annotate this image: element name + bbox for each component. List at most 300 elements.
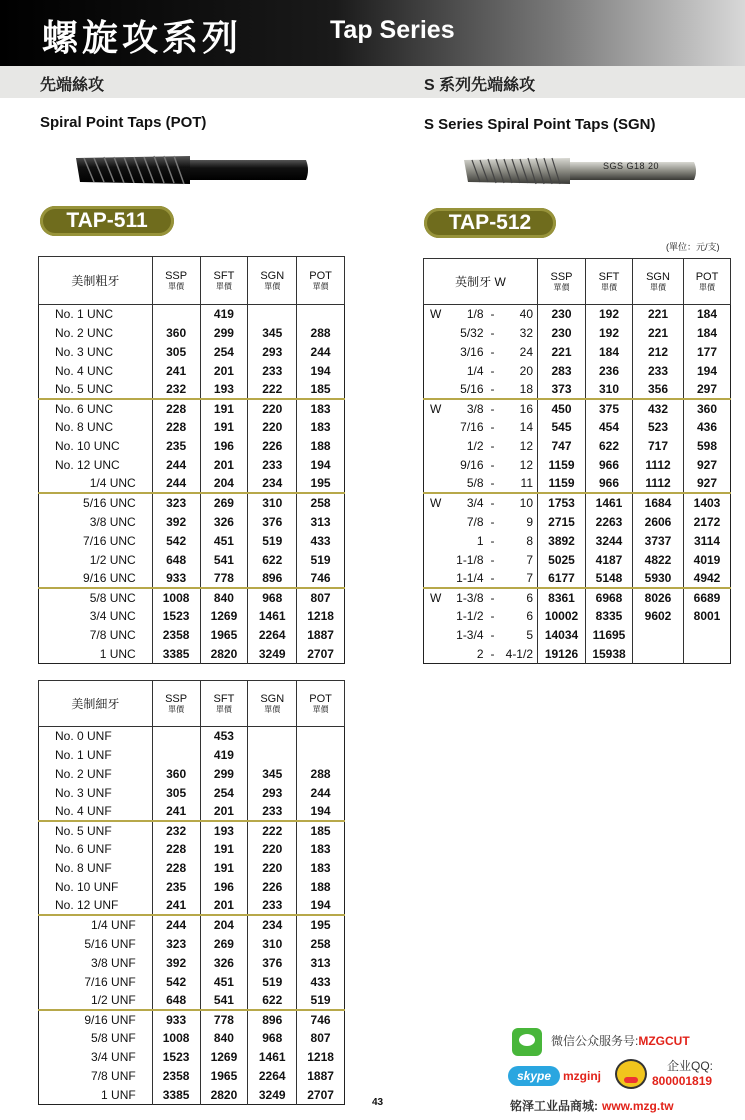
table-row <box>39 1029 345 1048</box>
wechat-id: MZGCUT <box>638 1034 690 1048</box>
thread-size: No. 8 UNC <box>55 420 114 435</box>
price-cell: 220 <box>248 840 297 859</box>
price-cell: 746 <box>297 569 345 588</box>
thread-size: No. 0 UNF <box>55 729 112 744</box>
thread-prefix <box>424 323 444 342</box>
price-cell: 323 <box>152 493 200 512</box>
w-label-header: 英制牙 W <box>424 259 538 305</box>
price-cell <box>248 305 297 324</box>
price-cell <box>684 626 731 645</box>
price-cell: 3385 <box>152 1085 200 1104</box>
table-row <box>39 1085 345 1104</box>
price-cell: 1461 <box>586 493 633 512</box>
price-cell: 230 <box>538 305 586 324</box>
price-cell: 2172 <box>684 512 731 531</box>
price-cell: 194 <box>297 897 345 916</box>
price-cell: 541 <box>200 550 248 569</box>
thread-size: 1-1/8 <box>456 552 484 567</box>
thread-prefix <box>424 456 444 475</box>
price-cell: 392 <box>152 512 200 531</box>
price-cell: 313 <box>297 953 345 972</box>
table-row <box>39 727 345 746</box>
thread-tpi: 16 <box>502 399 538 418</box>
price-cell <box>152 727 200 746</box>
price-cell: 966 <box>586 475 633 494</box>
price-cell: 746 <box>297 1010 345 1029</box>
table-row <box>424 493 731 512</box>
price-cell: 419 <box>200 745 248 764</box>
price-cell: 233 <box>248 361 297 380</box>
price-cell: 8001 <box>684 607 731 626</box>
price-cell: 14034 <box>538 626 586 645</box>
price-cell: 194 <box>297 456 345 475</box>
table-row <box>39 897 345 916</box>
thread-size: 1/4 UNC <box>89 476 136 491</box>
skype-id: mzginj <box>563 1069 601 1083</box>
price-cell: 519 <box>297 550 345 569</box>
table-row <box>39 323 345 342</box>
thread-size: No. 1 UNF <box>55 747 112 762</box>
price-cell: 1112 <box>633 456 684 475</box>
qq-number: 800001819 <box>652 1074 713 1088</box>
price-cell: 222 <box>248 821 297 840</box>
thread-dash: - <box>490 344 495 359</box>
thread-prefix <box>424 512 444 531</box>
price-cell: 1112 <box>633 475 684 494</box>
thread-tpi: 7 <box>526 552 533 567</box>
thread-size: 1/4 <box>466 363 484 378</box>
left-category: 先端絲攻 <box>40 77 105 94</box>
thread-size: 9/16 UNF <box>39 1010 153 1029</box>
price-cell: 305 <box>152 783 200 802</box>
price-cell: 194 <box>297 361 345 380</box>
price-cell: 220 <box>248 859 297 878</box>
price-cell: 220 <box>248 418 297 437</box>
thread-size: 7/8 <box>466 514 484 529</box>
thread-size: No. 4 UNF <box>55 804 112 818</box>
thread-prefix <box>424 645 444 664</box>
unit-note: (單位：元/支) <box>666 242 720 252</box>
price-cell: 927 <box>684 456 731 475</box>
table-row <box>424 569 731 588</box>
price-cell: 356 <box>633 380 684 399</box>
thread-size: 9/16 <box>460 458 484 473</box>
price-cell: 5148 <box>586 569 633 588</box>
thread-tpi: 5 <box>526 628 533 643</box>
thread-dash: - <box>484 493 502 512</box>
price-cell: 2820 <box>200 645 248 664</box>
price-cell: 375 <box>586 399 633 418</box>
price-cell: 236 <box>586 361 633 380</box>
price-cell: 204 <box>200 915 248 934</box>
table-row <box>39 802 345 821</box>
thread-size: 1/8 <box>466 307 484 322</box>
price-cell: 3114 <box>684 531 731 550</box>
price-cell: 283 <box>538 361 586 380</box>
price-cell: 193 <box>200 821 248 840</box>
price-cell: 6177 <box>538 569 586 588</box>
price-cell: 184 <box>586 342 633 361</box>
price-cell: 598 <box>684 437 731 456</box>
table-row <box>39 569 345 588</box>
thread-size: 5/8 UNC <box>39 588 153 607</box>
page-header <box>0 0 745 66</box>
tap-marking: SGS G18 20 <box>603 161 660 171</box>
mall-url: www.mzg.tw <box>602 1099 674 1113</box>
skype-icon: skype <box>508 1066 560 1086</box>
thread-size: No. 12 UNC <box>55 458 120 473</box>
price-cell: 232 <box>152 380 200 399</box>
table-row <box>39 361 345 380</box>
category-bar <box>0 66 745 98</box>
price-cell: 235 <box>152 437 200 456</box>
price-cell: 9602 <box>633 607 684 626</box>
thread-tpi: 6 <box>526 609 533 624</box>
thread-size: No. 5 UNF <box>39 821 153 840</box>
price-cell: 519 <box>297 991 345 1010</box>
price-cell: 232 <box>152 821 200 840</box>
thread-dash: - <box>490 363 495 378</box>
price-cell: 310 <box>586 380 633 399</box>
badge-tap-511: TAP-511 <box>40 206 174 236</box>
page-number: 43 <box>372 1097 384 1108</box>
thread-prefix: W <box>424 493 444 512</box>
right-category: S 系列先端絲攻 <box>424 77 536 94</box>
table-row <box>424 437 731 456</box>
price-cell: 545 <box>538 418 586 437</box>
unc-price-table <box>38 256 345 664</box>
table-row <box>39 305 345 324</box>
price-cell: 233 <box>248 456 297 475</box>
price-cell: 778 <box>200 569 248 588</box>
price-cell: 1461 <box>248 607 297 626</box>
price-cell: 542 <box>152 531 200 550</box>
price-cell: 927 <box>684 475 731 494</box>
col-header-sgn: SGN 單價 <box>248 257 297 305</box>
qq-icon <box>615 1059 647 1089</box>
thread-tpi: 7 <box>526 570 533 585</box>
mall-line <box>510 1097 674 1114</box>
thread-size: 1-3/8 <box>444 588 484 607</box>
price-cell: 360 <box>152 764 200 783</box>
price-cell: 3249 <box>248 645 297 664</box>
table-row <box>424 399 731 418</box>
thread-size: 3/4 <box>444 493 484 512</box>
table-row <box>39 840 345 859</box>
thread-dash: - <box>490 646 495 661</box>
price-cell: 323 <box>152 934 200 953</box>
price-cell: 1523 <box>152 1048 200 1067</box>
badge-tap-512: TAP-512 <box>424 208 556 238</box>
price-cell: 807 <box>297 588 345 607</box>
price-cell: 201 <box>200 456 248 475</box>
table-row <box>39 859 345 878</box>
price-cell: 896 <box>248 569 297 588</box>
price-cell: 196 <box>200 437 248 456</box>
table-row <box>424 626 731 645</box>
unf-label-header: 美制細牙 <box>39 681 153 727</box>
price-cell: 201 <box>200 361 248 380</box>
price-cell: 8026 <box>633 588 684 607</box>
price-cell: 433 <box>297 972 345 991</box>
thread-size: 3/4 UNF <box>91 1050 136 1065</box>
table-row <box>39 915 345 934</box>
price-cell: 4187 <box>586 550 633 569</box>
price-cell: 2264 <box>248 1067 297 1086</box>
table-row <box>39 456 345 475</box>
price-cell: 195 <box>297 915 345 934</box>
price-cell: 288 <box>297 323 345 342</box>
price-cell <box>248 745 297 764</box>
price-cell: 195 <box>297 475 345 494</box>
price-cell: 293 <box>248 342 297 361</box>
price-cell: 8335 <box>586 607 633 626</box>
price-cell: 254 <box>200 342 248 361</box>
price-cell: 392 <box>152 953 200 972</box>
thread-size: 5/8 <box>466 476 484 491</box>
price-cell: 305 <box>152 342 200 361</box>
price-cell: 183 <box>297 859 345 878</box>
price-cell: 204 <box>200 475 248 494</box>
thread-size: 7/8 UNC <box>89 628 136 643</box>
table-row <box>39 745 345 764</box>
thread-size: 1 UNC <box>99 646 136 661</box>
thread-size: No. 8 UNF <box>55 861 112 876</box>
price-cell: 1523 <box>152 607 200 626</box>
header-title-en: Tap Series <box>330 16 455 44</box>
price-cell: 228 <box>152 859 200 878</box>
price-cell: 226 <box>248 437 297 456</box>
price-cell: 1887 <box>297 626 345 645</box>
price-cell: 523 <box>633 418 684 437</box>
thread-size: No. 10 UNF <box>55 880 119 895</box>
price-cell: 454 <box>586 418 633 437</box>
price-cell: 8361 <box>538 588 586 607</box>
price-cell: 194 <box>297 802 345 821</box>
price-cell: 2715 <box>538 512 586 531</box>
price-cell: 183 <box>297 399 345 418</box>
thread-size: 7/16 UNF <box>84 974 136 989</box>
price-cell: 221 <box>633 305 684 324</box>
price-cell: 360 <box>152 323 200 342</box>
table-row <box>39 764 345 783</box>
price-cell: 326 <box>200 512 248 531</box>
price-cell: 968 <box>248 588 297 607</box>
price-cell: 376 <box>248 953 297 972</box>
price-cell: 269 <box>200 934 248 953</box>
table-row <box>424 380 731 399</box>
price-cell: 244 <box>152 915 200 934</box>
thread-size: 2 <box>476 646 484 661</box>
price-cell: 433 <box>297 531 345 550</box>
thread-dash: - <box>484 399 502 418</box>
table-row <box>424 418 731 437</box>
price-cell: 241 <box>152 802 200 821</box>
table-row <box>39 1048 345 1067</box>
price-cell: 933 <box>152 569 200 588</box>
col-header-sgn: SGN 單價 <box>633 259 684 305</box>
price-cell: 778 <box>200 1010 248 1029</box>
table-row <box>39 475 345 494</box>
thread-size: No. 3 UNF <box>55 785 112 800</box>
thread-size: 5/16 <box>460 382 484 396</box>
thread-dash: - <box>490 307 495 322</box>
table-row <box>424 550 731 569</box>
price-cell: 297 <box>684 380 731 399</box>
thread-tpi: 32 <box>519 325 533 340</box>
price-cell: 1269 <box>200 1048 248 1067</box>
price-cell: 3892 <box>538 531 586 550</box>
price-cell: 222 <box>248 380 297 399</box>
price-cell: 2358 <box>152 626 200 645</box>
price-cell: 1159 <box>538 475 586 494</box>
thread-size: 5/8 UNF <box>91 1031 136 1046</box>
table-row <box>39 437 345 456</box>
price-cell: 2606 <box>633 512 684 531</box>
price-cell <box>152 745 200 764</box>
price-cell: 3737 <box>633 531 684 550</box>
table-row <box>39 493 345 512</box>
thread-dash: - <box>490 533 495 548</box>
thread-size: 7/8 UNF <box>91 1068 136 1083</box>
price-cell: 542 <box>152 972 200 991</box>
price-cell: 220 <box>248 399 297 418</box>
thread-prefix <box>424 380 444 399</box>
price-cell: 6968 <box>586 588 633 607</box>
table-row <box>39 512 345 531</box>
price-cell: 185 <box>297 821 345 840</box>
thread-dash: - <box>490 476 495 491</box>
thread-dash: - <box>490 420 495 435</box>
col-header-ssp: SSP 單價 <box>152 257 200 305</box>
price-cell: 244 <box>152 475 200 494</box>
price-cell <box>297 305 345 324</box>
thread-dash: - <box>490 552 495 567</box>
table-row <box>39 607 345 626</box>
table-row <box>424 531 731 550</box>
thread-dash: - <box>490 514 495 529</box>
price-cell: 373 <box>538 380 586 399</box>
thread-prefix <box>424 569 444 588</box>
col-header-pot: POT 單價 <box>297 681 345 727</box>
price-cell: 1008 <box>152 588 200 607</box>
price-cell: 226 <box>248 878 297 897</box>
thread-size: 3/8 UNC <box>89 514 136 529</box>
price-cell: 717 <box>633 437 684 456</box>
col-header-sgn: SGN 單價 <box>248 681 297 727</box>
thread-size: No. 2 UNC <box>55 325 114 340</box>
price-cell: 840 <box>200 588 248 607</box>
price-cell: 192 <box>586 305 633 324</box>
price-cell: 2264 <box>248 626 297 645</box>
price-cell: 191 <box>200 840 248 859</box>
table-row <box>424 323 731 342</box>
price-cell: 896 <box>248 1010 297 1029</box>
thread-size: 1-3/4 <box>456 628 484 643</box>
price-cell: 212 <box>633 342 684 361</box>
price-cell: 1403 <box>684 493 731 512</box>
thread-dash: - <box>490 325 495 340</box>
thread-size: 1/2 UNF <box>91 992 136 1007</box>
thread-size: No. 3 UNC <box>55 344 114 359</box>
table-row <box>424 342 731 361</box>
price-cell: 191 <box>200 859 248 878</box>
price-cell: 184 <box>684 305 731 324</box>
price-cell: 228 <box>152 840 200 859</box>
thread-prefix: W <box>430 307 442 322</box>
price-cell: 228 <box>152 399 200 418</box>
thread-size: 7/16 <box>460 420 484 435</box>
table-row <box>39 380 345 399</box>
col-header-pot: POT 單價 <box>297 257 345 305</box>
price-cell: 1965 <box>200 626 248 645</box>
thread-size: 1/2 UNC <box>89 552 136 567</box>
price-cell: 966 <box>586 456 633 475</box>
price-cell: 269 <box>200 493 248 512</box>
price-cell: 1218 <box>297 607 345 626</box>
thread-size: 1-1/2 <box>456 609 484 624</box>
thread-size: 3/16 <box>460 344 484 359</box>
thread-prefix <box>424 607 444 626</box>
mall-label: 铭泽工业品商城: <box>510 1099 598 1113</box>
price-cell: 451 <box>200 531 248 550</box>
thread-tpi: 4-1/2 <box>505 646 533 661</box>
price-cell: 519 <box>248 531 297 550</box>
thread-size: 5/16 UNC <box>39 493 153 512</box>
thread-size: No. 6 UNF <box>55 842 112 857</box>
wechat-line <box>551 1032 690 1049</box>
thread-tpi: 12 <box>519 458 533 473</box>
price-cell: 310 <box>248 493 297 512</box>
thread-size: 3/4 UNC <box>89 609 136 624</box>
thread-size: 1 <box>476 533 484 548</box>
right-product-title: S Series Spiral Point Taps (SGN) <box>424 116 656 133</box>
thread-prefix <box>424 418 444 437</box>
price-cell: 968 <box>248 1029 297 1048</box>
thread-size: No. 2 UNF <box>55 766 112 781</box>
table-row <box>39 588 345 607</box>
thread-tpi: 20 <box>519 363 533 378</box>
thread-prefix <box>424 531 444 550</box>
table-row <box>39 399 345 418</box>
thread-prefix <box>424 361 444 380</box>
price-cell: 221 <box>538 342 586 361</box>
price-cell <box>248 727 297 746</box>
price-cell: 1887 <box>297 1067 345 1086</box>
thread-size: No. 12 UNF <box>55 898 119 913</box>
table-row <box>39 626 345 645</box>
price-cell: 185 <box>297 380 345 399</box>
table-row <box>39 972 345 991</box>
thread-tpi: 40 <box>519 307 533 322</box>
price-cell: 648 <box>152 991 200 1010</box>
table-row <box>39 1067 345 1086</box>
thread-prefix: W <box>424 588 444 607</box>
thread-size: 5/32 <box>460 325 484 340</box>
price-cell: 244 <box>152 456 200 475</box>
col-header-ssp: SSP 單價 <box>152 681 200 727</box>
price-cell: 244 <box>297 783 345 802</box>
thread-dash: - <box>490 628 495 643</box>
thread-size: 3/8 UNF <box>91 955 136 970</box>
price-cell: 184 <box>684 323 731 342</box>
thread-size: No. 4 UNC <box>55 363 114 378</box>
price-cell: 4019 <box>684 550 731 569</box>
price-cell: 360 <box>684 399 731 418</box>
price-cell: 221 <box>633 323 684 342</box>
price-cell: 233 <box>248 802 297 821</box>
table-row <box>424 456 731 475</box>
